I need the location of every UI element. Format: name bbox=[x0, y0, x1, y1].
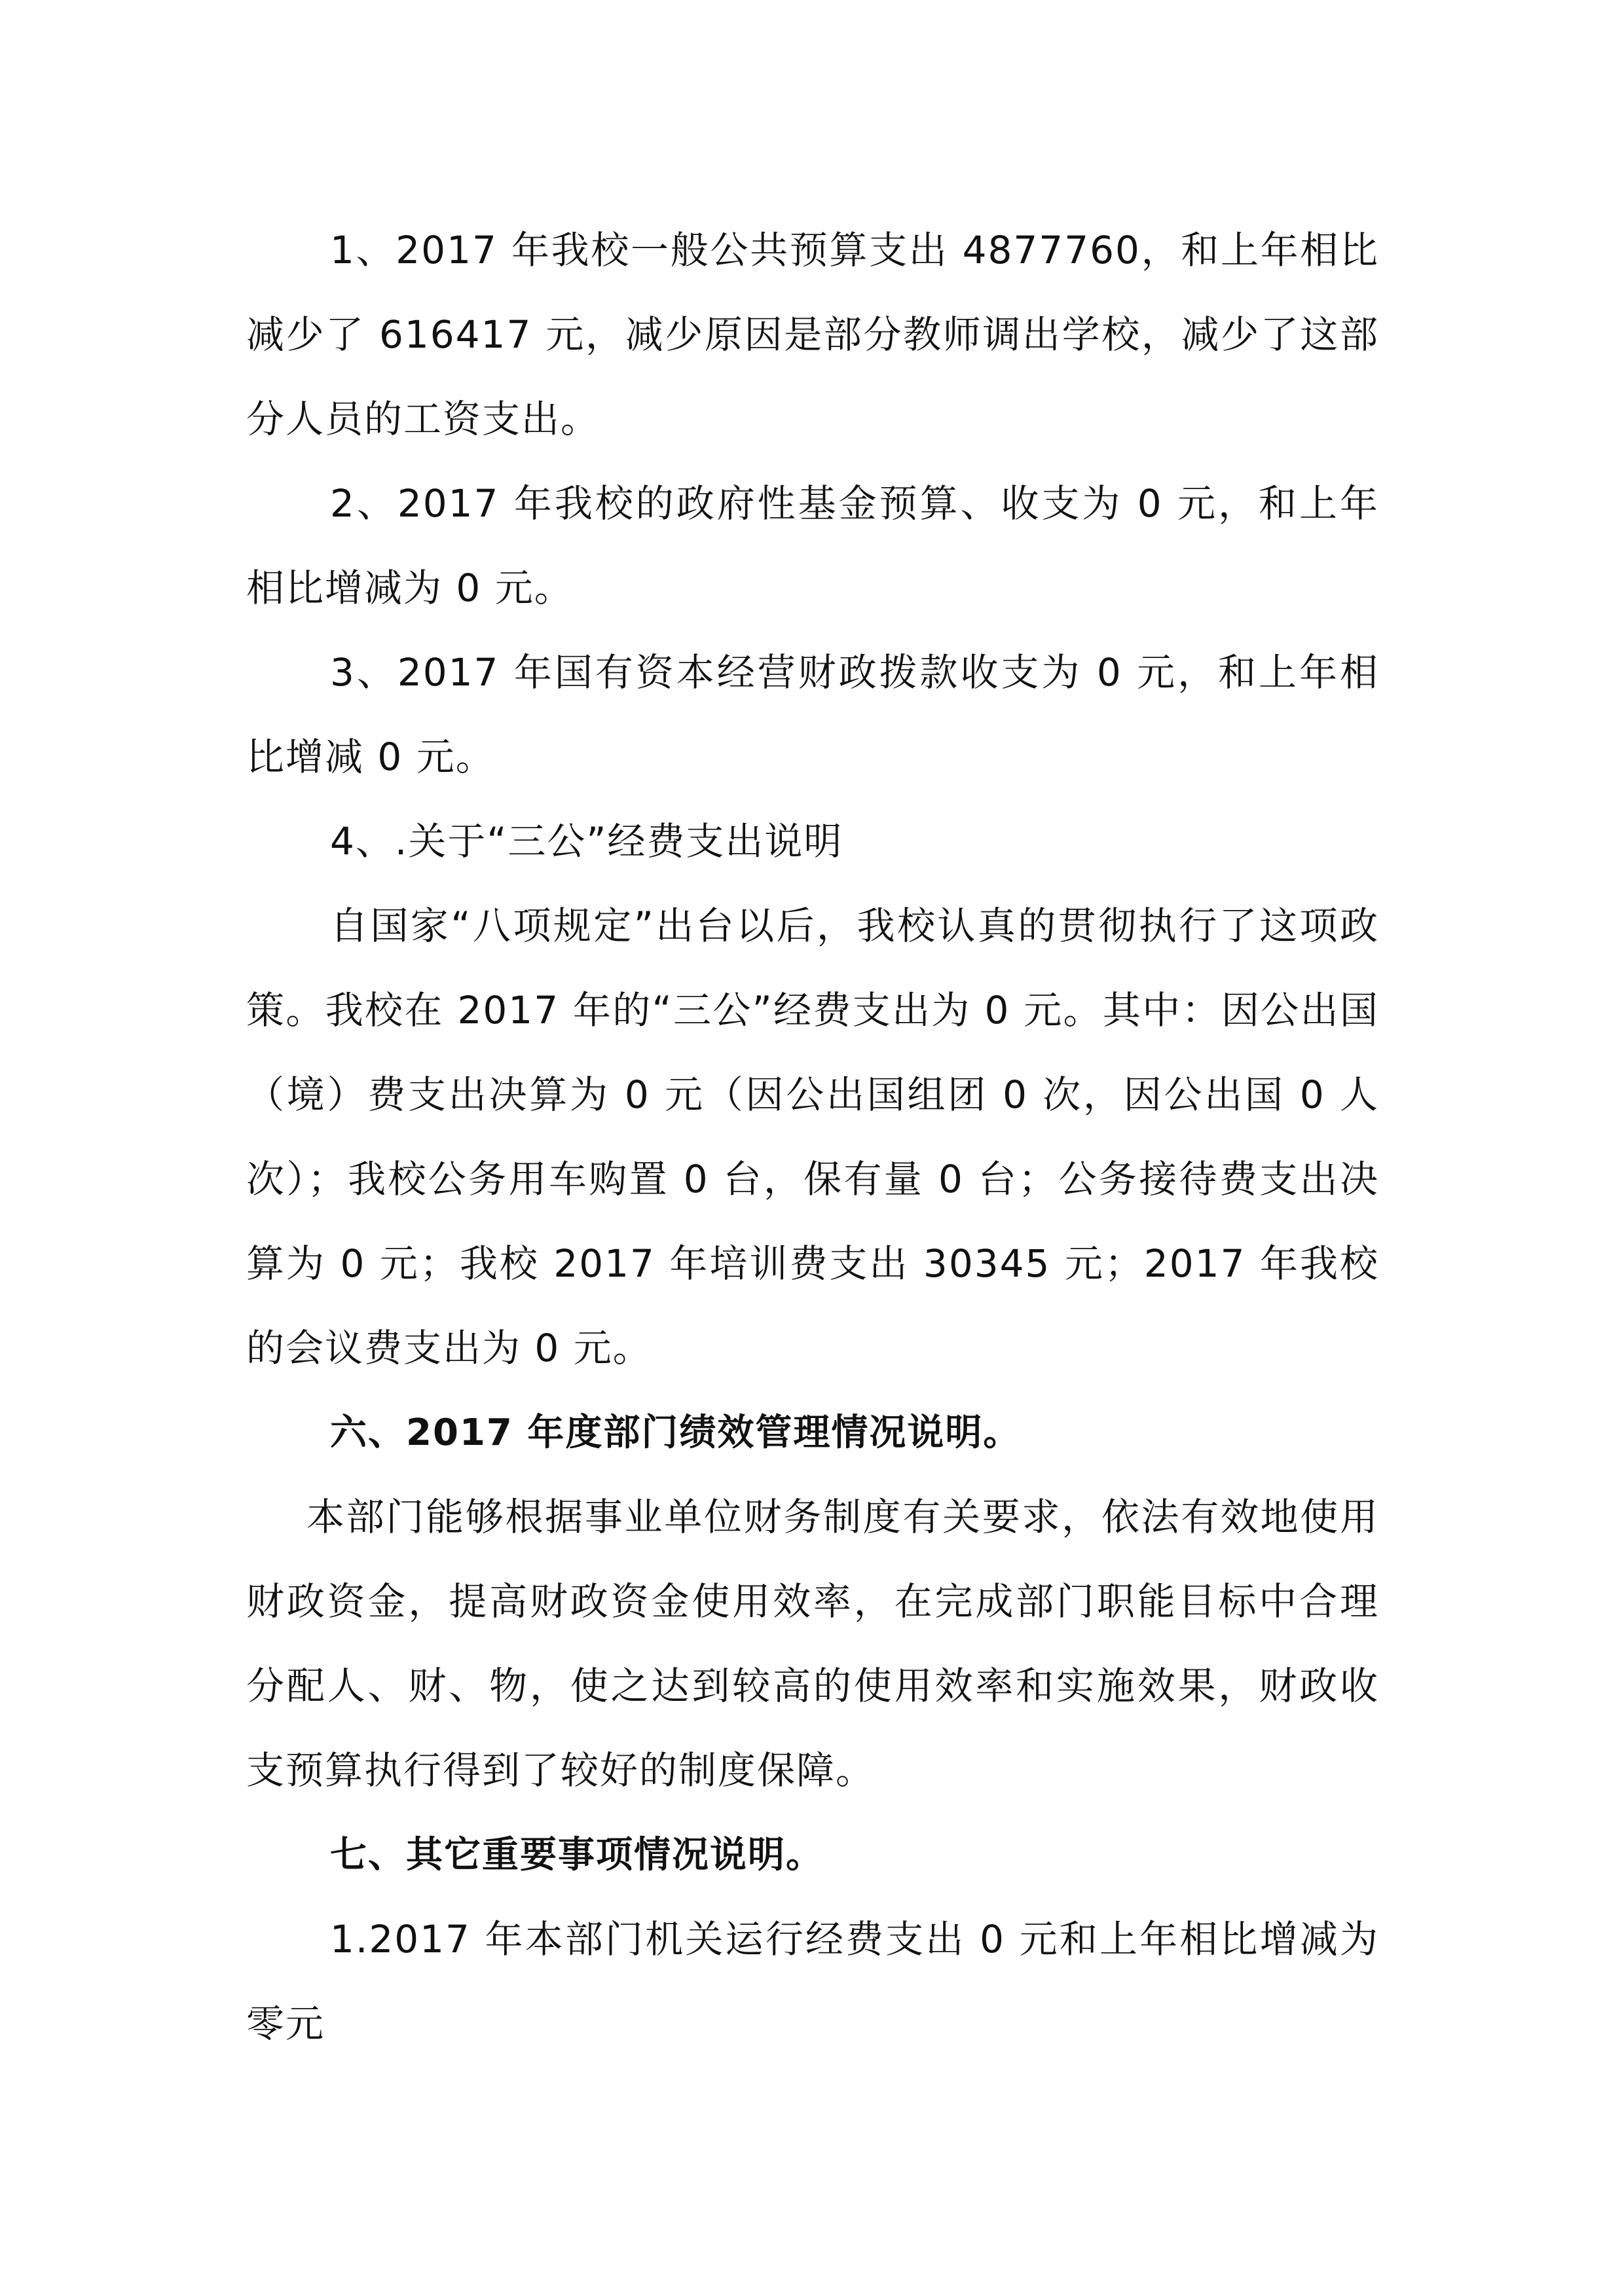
section-6-body: 本部门能够根据事业单位财务制度有关要求，依法有效地使用财政资金，提高财政资金使用效率，在完成部门职能目标中合理分配人、财、物，使之达到较高的使用效率和实施效果，财政收支预算执行得到了较好的制度保障。 bbox=[246, 1495, 1379, 1793]
section-7-body: 1.2017 年本部门机关运行经费支出 0 元和上年相比增减为零元 bbox=[246, 1917, 1379, 2046]
paragraph-general-budget: 1、2017 年我校一般公共预算支出 4877760，和上年相比减少了 616417 元，减少原因是部分教师调出学校，减少了这部分人员的工资支出。 bbox=[246, 228, 1379, 441]
paragraph-government-fund: 2、2017 年我校的政府性基金预算、收支为 0 元，和上年相比增减为 0 元。 bbox=[246, 481, 1379, 610]
paragraph-three-public-detail: 自国家“八项规定”出台以后，我校认真的贯彻执行了这项政策。我校在 2017 年的“三公”经费支出为 0 元。其中：因公出国（境）费支出决算为 0 元（因公出国组团 0 次，因公出国 0 人次）；我校公务用车购置 0 台，保有量 0 台；公务接待费支出决算为 0 元；我校 2017 年培训费支出 30345 元；2017 年我校的会议费支出为 0 元。 bbox=[246, 903, 1379, 1370]
paragraph-three-public-title: 4、.关于“三公”经费支出说明 bbox=[330, 819, 843, 864]
document-page bbox=[246, 208, 1379, 2066]
paragraph-state-capital: 3、2017 年国有资本经营财政拨款收支为 0 元，和上年相比增减 0 元。 bbox=[246, 650, 1379, 779]
section-7-heading: 七、其它重要事项情况说明。 bbox=[330, 1834, 824, 1876]
section-6-heading: 六、2017 年度部门绩效管理情况说明。 bbox=[330, 1412, 1022, 1454]
